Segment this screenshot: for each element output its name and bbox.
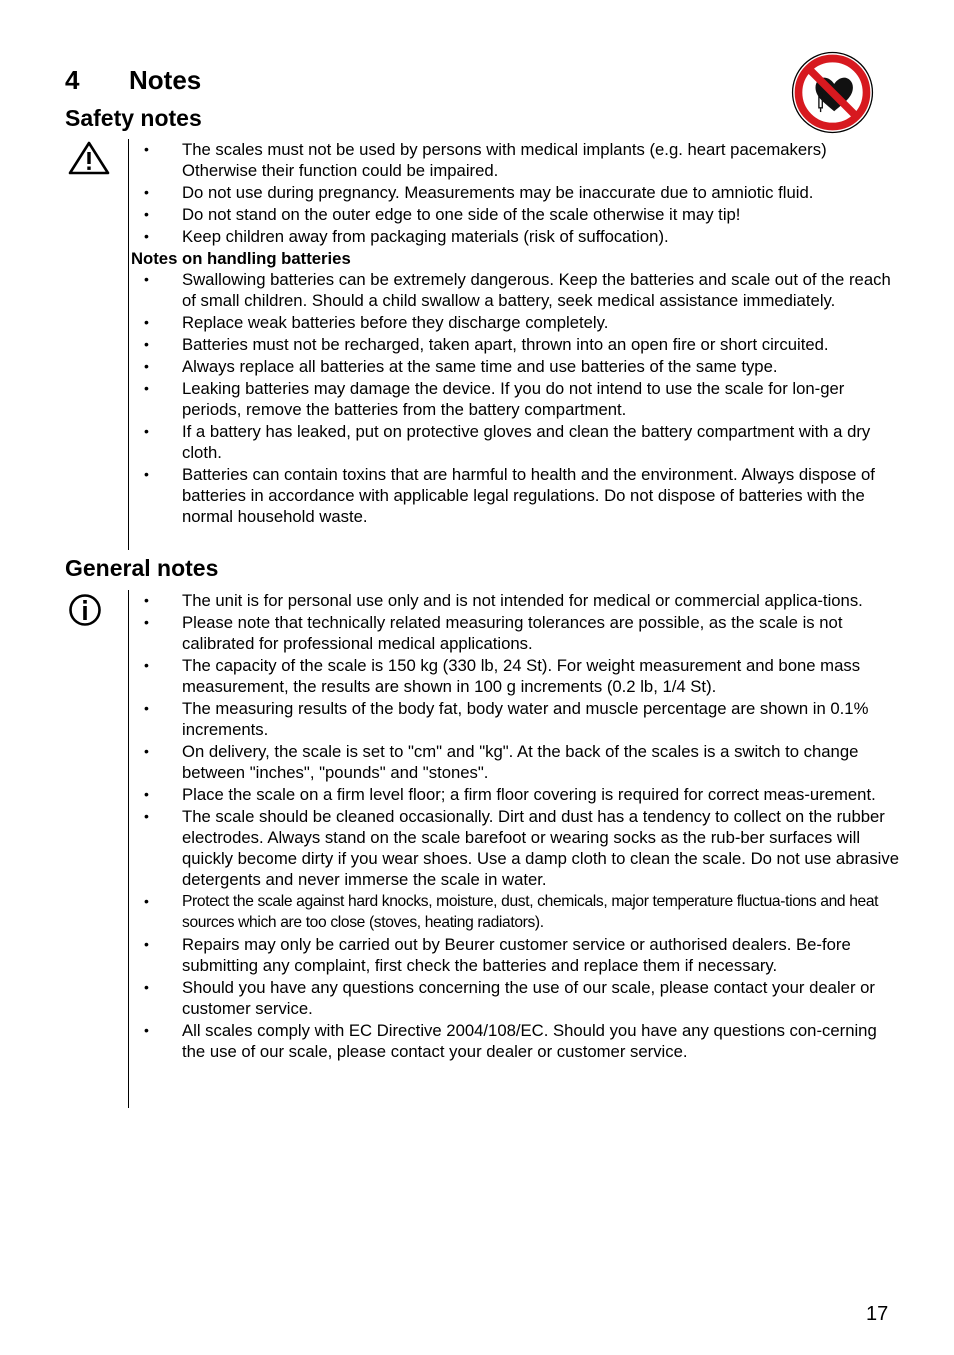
list-item: • The scale should be cleaned occasionally. Dirt and dust has a tendency to collect on the rubber electrodes. Always stand on the scale barefoot or wearing socks as the rub-ber surfaces will quickly become dirty if you wear shoes. Use a damp cloth to clean the scale. Do not use abrasive detergents and never immerse the scale in water. xyxy=(129,806,899,890)
list-item: • The scales must not be used by persons with medical implants (e.g. heart pacemakers) Otherwise their function could be impaired. xyxy=(129,139,899,181)
list-item: • Leaking batteries may damage the device. If you do not intend to use the scale for lon-ger periods, remove the batteries from the battery compartment. xyxy=(129,378,899,420)
list-item: • On delivery, the scale is set to "cm" and "kg". At the back of the scales is a switch to change between "inches", "pounds" and "stones". xyxy=(129,741,899,783)
safety-list xyxy=(129,139,899,247)
list-item: • The unit is for personal use only and is not intended for medical or commercial applica-tions. xyxy=(129,590,899,611)
list-item: • Protect the scale against hard knocks, moisture, dust, chemicals, major temperature fluctua-tions and heat sources which are too close (stoves, heating radiators). xyxy=(129,891,899,933)
general-list xyxy=(129,590,899,1062)
list-item: • Keep children away from packaging materials (risk of suffocation). xyxy=(129,226,899,247)
general-notes-block xyxy=(128,590,899,1108)
warning-triangle-icon xyxy=(68,141,110,175)
chapter-title: Notes xyxy=(129,65,202,95)
chapter-number: 4 xyxy=(65,65,80,95)
list-item: • Place the scale on a firm level floor; a firm floor covering is required for correct meas-urement. xyxy=(129,784,899,805)
safety-notes-block xyxy=(128,139,899,550)
general-notes-heading: General notes xyxy=(65,555,219,581)
battery-list xyxy=(129,269,899,527)
list-item: • If a battery has leaked, put on protective gloves and clean the battery compartment with a dry cloth. xyxy=(129,421,899,463)
list-item: • Do not use during pregnancy. Measurements may be inaccurate due to amniotic fluid. xyxy=(129,182,899,203)
batteries-subheading: Notes on handling batteries xyxy=(131,249,351,268)
list-item: • Should you have any questions concerning the use of our scale, please contact your dealer or customer service. xyxy=(129,977,899,1019)
list-item: • Batteries can contain toxins that are harmful to health and the environment. Always dispose of batteries in accordance with applicable legal regulations. Do not dispose of batteries with the normal household waste. xyxy=(129,464,899,527)
list-item: • Do not stand on the outer edge to one side of the scale otherwise it may tip! xyxy=(129,204,899,225)
list-item: • Replace weak batteries before they discharge completely. xyxy=(129,312,899,333)
list-item: • The measuring results of the body fat, body water and muscle percentage are shown in 0.1% increments. xyxy=(129,698,899,740)
list-item: • The capacity of the scale is 150 kg (330 lb, 24 St). For weight measurement and bone mass measurement, the results are shown in 100 g increments (0.2 lb, 1/4 St). xyxy=(129,655,899,697)
no-pacemaker-prohibition-icon xyxy=(790,50,875,135)
list-item: • Batteries must not be recharged, taken apart, thrown into an open fire or short circuited. xyxy=(129,334,899,355)
list-item: • Swallowing batteries can be extremely dangerous. Keep the batteries and scale out of the reach of small children. Should a child swallow a battery, seek medical assistance immediately. xyxy=(129,269,899,311)
list-item: • All scales comply with EC Directive 2004/108/EC. Should you have any questions con-cerning the use of our scale, please contact your dealer or customer service. xyxy=(129,1020,899,1062)
safety-notes-heading: Safety notes xyxy=(65,105,202,131)
info-circle-icon xyxy=(68,593,102,627)
list-item: • Always replace all batteries at the same time and use batteries of the same type. xyxy=(129,356,899,377)
list-item: • Repairs may only be carried out by Beurer customer service or authorised dealers. Be-fore submitting any complaint, first check the batteries and replace them if necessary. xyxy=(129,934,899,976)
chapter-heading xyxy=(65,64,201,96)
page-number: 17 xyxy=(866,1303,889,1325)
list-item: • Please note that technically related measuring tolerances are possible, as the scale is not calibrated for professional medical applications. xyxy=(129,612,899,654)
